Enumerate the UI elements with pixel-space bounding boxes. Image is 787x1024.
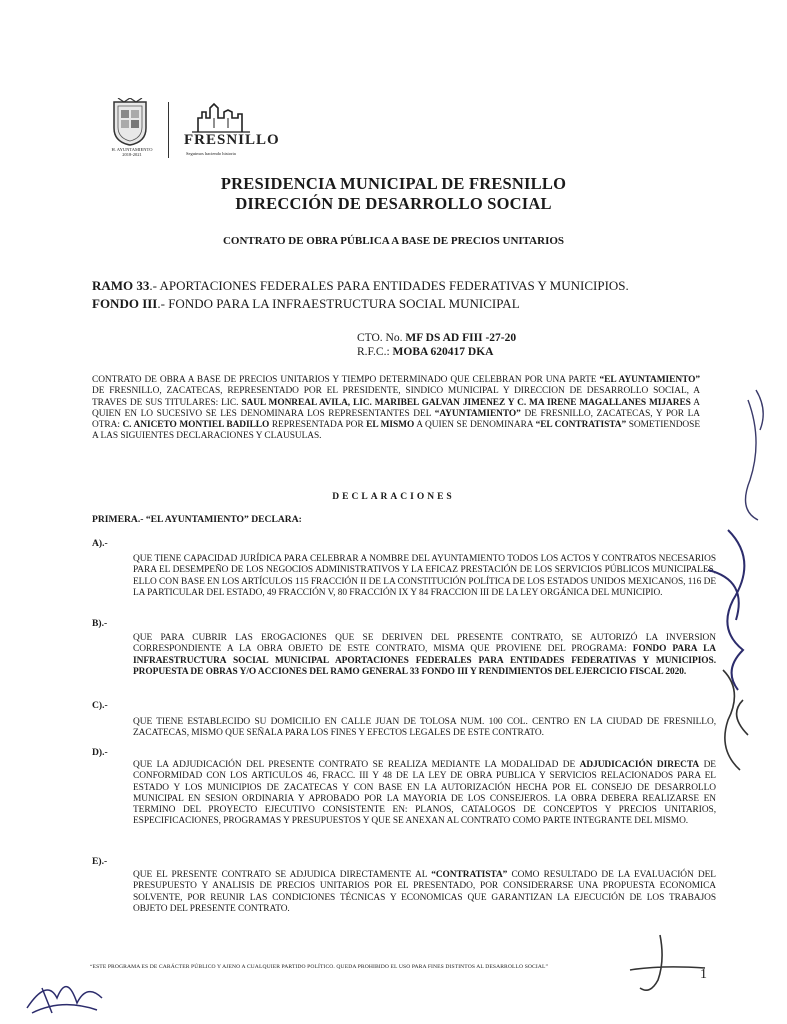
contract-number (357, 332, 516, 344)
declaraciones-heading: DECLARACIONES (332, 492, 455, 502)
intro-paragraph: CONTRATO DE OBRA A BASE DE PRECIOS UNITARIOS Y TIEMPO DETERMINADO QUE CELEBRAN POR UNA PARTE “EL AYUNTAMIENTO” DE FRESNILLO, ZACATECAS, REPRESENTADO POR EL PRESIDENTE, SINDICO MUNICIPAL Y DIRECCION DE DESARROLLO SOCIAL, A TRAVES DE SUS TITULARES: LIC. SAUL MONREAL AVILA, LIC. MARIBEL GALVAN JIMENEZ Y C. MA IRENE MAGALLANES MIJARES A QUIEN EN LO SUCESIVO SE LES DENOMINARA LOS REPRESENTANTES DEL “AYUNTAMIENTO” DE FRESNILLO, ZACATECAS, Y POR LA OTRA: C. ANICETO MONTIEL BADILLO REPRESENTADA POR EL MISMO A QUIEN SE DENOMINARA “EL CONTRATISTA” SOMETIENDOSE A LAS SIGUIENTES DECLARACIONES Y CLAUSULAS. (92, 375, 700, 442)
item-c-text: QUE TIENE ESTABLECIDO SU DOMICILIO EN CALLE JUAN DE TOLOSA NUM. 100 COL. CENTRO EN LA CIUDAD DE FRESNILLO, ZACATECAS, MISMO QUE SEÑALA PARA LOS FINES Y EFECTOS LEGALES DE ESTE CONTRATO. (133, 717, 716, 739)
shield-caption: H. AYUNTAMIENTO 2018-2021 (111, 147, 153, 157)
item-e-text: QUE EL PRESENTE CONTRATO SE ADJUDICA DIRECTAMENTE AL “CONTRATISTA” COMO RESULTADO DE LA EVALUACIÓN DEL PRESUPUESTO Y ANALISIS DE PRECIOS UNITARIOS POR EL PRESENTADO, POR CONSIDERARSE UNA PROPUESTA ECONOMICA SOLVENTE, POR REUNIR LAS CONDICIONES TÉCNICAS Y ECONOMICAS QUE GARANTIZAN LA EJECUCIÓN DE LOS TRABAJOS OBJETO DEL PRESENTE CONTRATO. (133, 870, 716, 914)
fondo-label: FONDO III (92, 296, 158, 311)
header-logos (110, 98, 310, 164)
item-b-text: QUE PARA CUBRIR LAS EROGACIONES QUE SE DERIVEN DEL PRESENTE CONTRATO, SE AUTORIZÓ LA INVERSION CORRESPONDIENTE A LA OBRA OBJETO DE ESTE CONTRATO, MISMA QUE PROVIENE DEL PROGRAMA: FONDO PARA LA INFRAESTRUCTURA SOCIAL MUNICIPAL APORTACIONES FEDERALES PARA ENTIDADES FEDERATIVAS Y MUNICIPIOS. PROPUESTA DE OBRAS Y/O ACCIONES DEL RAMO GENERAL 33 FONDO III Y RENDIMIENTOS DEL EJERCICIO FISCAL 2020. (133, 633, 716, 677)
item-a-text: QUE TIENE CAPACIDAD JURÍDICA PARA CELEBRAR A NOMBRE DEL AYUNTAMIENTO TODOS LOS ACTOS Y CONTRATOS NECESARIOS PARA EL DESEMPEÑO DE LOS NEGOCIOS ADMINISTRATIVOS Y LA EFICAZ PRESTACIÓN DE LOS SERVICIOS PÚBLICOS MUNICIPALES, ELLO CON BASE EN LOS ARTÍCULOS 115 FRACCIÓN II DE LA CONSTITUCIÓN POLÍTICA DE LOS ESTADOS UNIDOS MEXICANOS, 116 DE LA PARTICULAR DEL ESTADO, 49 FRACCIÓN V, 80 FRACCIÓN IX Y 84 FRACCION III DE LA LEY ORGÁNICA DEL MUNICIPIO. (133, 554, 716, 598)
item-d-label: D).- (92, 747, 108, 758)
item-a-label: A).- (92, 538, 108, 549)
logo-name: FRESNILLO (184, 132, 280, 148)
rfc-line (357, 346, 493, 358)
item-d-text: QUE LA ADJUDICACIÓN DEL PRESENTE CONTRATO SE REALIZA MEDIANTE LA MODALIDAD DE ADJUDICACIÓN DIRECTA DE CONFORMIDAD CON LOS ARTICULOS 46, FRACC. III Y 48 DE LA LEY DE OBRA PUBLICA Y SERVICIOS RELACIONADOS PARA EL ESTADO Y LOS MUNICIPIOS DE ZACATECAS Y CON BASE EN LA AUTORIZACIÓN HECHA POR EL CONSEJO DE DESARROLLO MUNICIPAL EN SESION ORDINARIA Y APROBADO POR LA MAYORIA DE LOS CONSEJEROS. LA OBRA DEBERA REALIZARSE EN TERMINO DEL PROYECTO EJECUTIVO CONSISTENTE EN: PLANOS, CATALOGOS DE CONCEPTOS Y PRECIOS UNITARIOS, ESPECIFICACIONES, PROGRAMAS Y PRESUPUESTOS Y QUE SE ANEXAN AL CONTRATO COMO PARTE INTEGRANTE DEL MISMO. (133, 760, 716, 827)
title-line-1: PRESIDENCIA MUNICIPAL DE FRESNILLO (220, 174, 567, 193)
contract-number-label: CTO. No. (357, 332, 403, 344)
ramo-text: .- APORTACIONES FEDERALES PARA ENTIDADES FEDERATIVAS Y MUNICIPIOS. (149, 278, 629, 293)
item-c-label: C).- (92, 700, 108, 711)
fondo-line (92, 296, 520, 312)
fondo-text: .- FONDO PARA LA INFRAESTRUCTURA SOCIAL MUNICIPAL (157, 296, 520, 311)
title-line-2: DIRECCIÓN DE DESARROLLO SOCIAL (235, 194, 552, 213)
ramo-line (92, 278, 629, 294)
page-number: 1 (700, 967, 707, 982)
ramo-label: RAMO 33 (92, 278, 150, 293)
contract-title: CONTRATO DE OBRA PÚBLICA A BASE DE PRECIOS UNITARIOS (222, 235, 565, 247)
item-b-label: B).- (92, 618, 108, 629)
primera-heading: PRIMERA.- “EL AYUNTAMIENTO” DECLARA: (92, 514, 302, 525)
logo-divider (168, 102, 169, 158)
rfc-label: R.F.C.: (357, 346, 390, 358)
footer-disclaimer: “ESTE PROGRAMA ES DE CARÁCTER PÚBLICO Y AJENO A CUALQUIER PARTIDO POLÍTICO. QUEDA PROHIBIDO EL USO PARA FINES DISTINTOS AL DESARROLLO SOCIAL” (90, 964, 549, 970)
page-signature-icon (620, 930, 710, 1000)
rfc-value: MOBA 620417 DKA (392, 346, 494, 358)
corner-initials-icon (22, 968, 112, 1018)
margin-signatures-icon (688, 370, 778, 790)
municipal-shield-icon (110, 98, 150, 146)
item-e-label: E).- (92, 856, 108, 867)
contract-number-value: MF DS AD FIII -27-20 (405, 332, 517, 344)
logo-tagline: Seguimos haciendo historia (186, 151, 236, 156)
